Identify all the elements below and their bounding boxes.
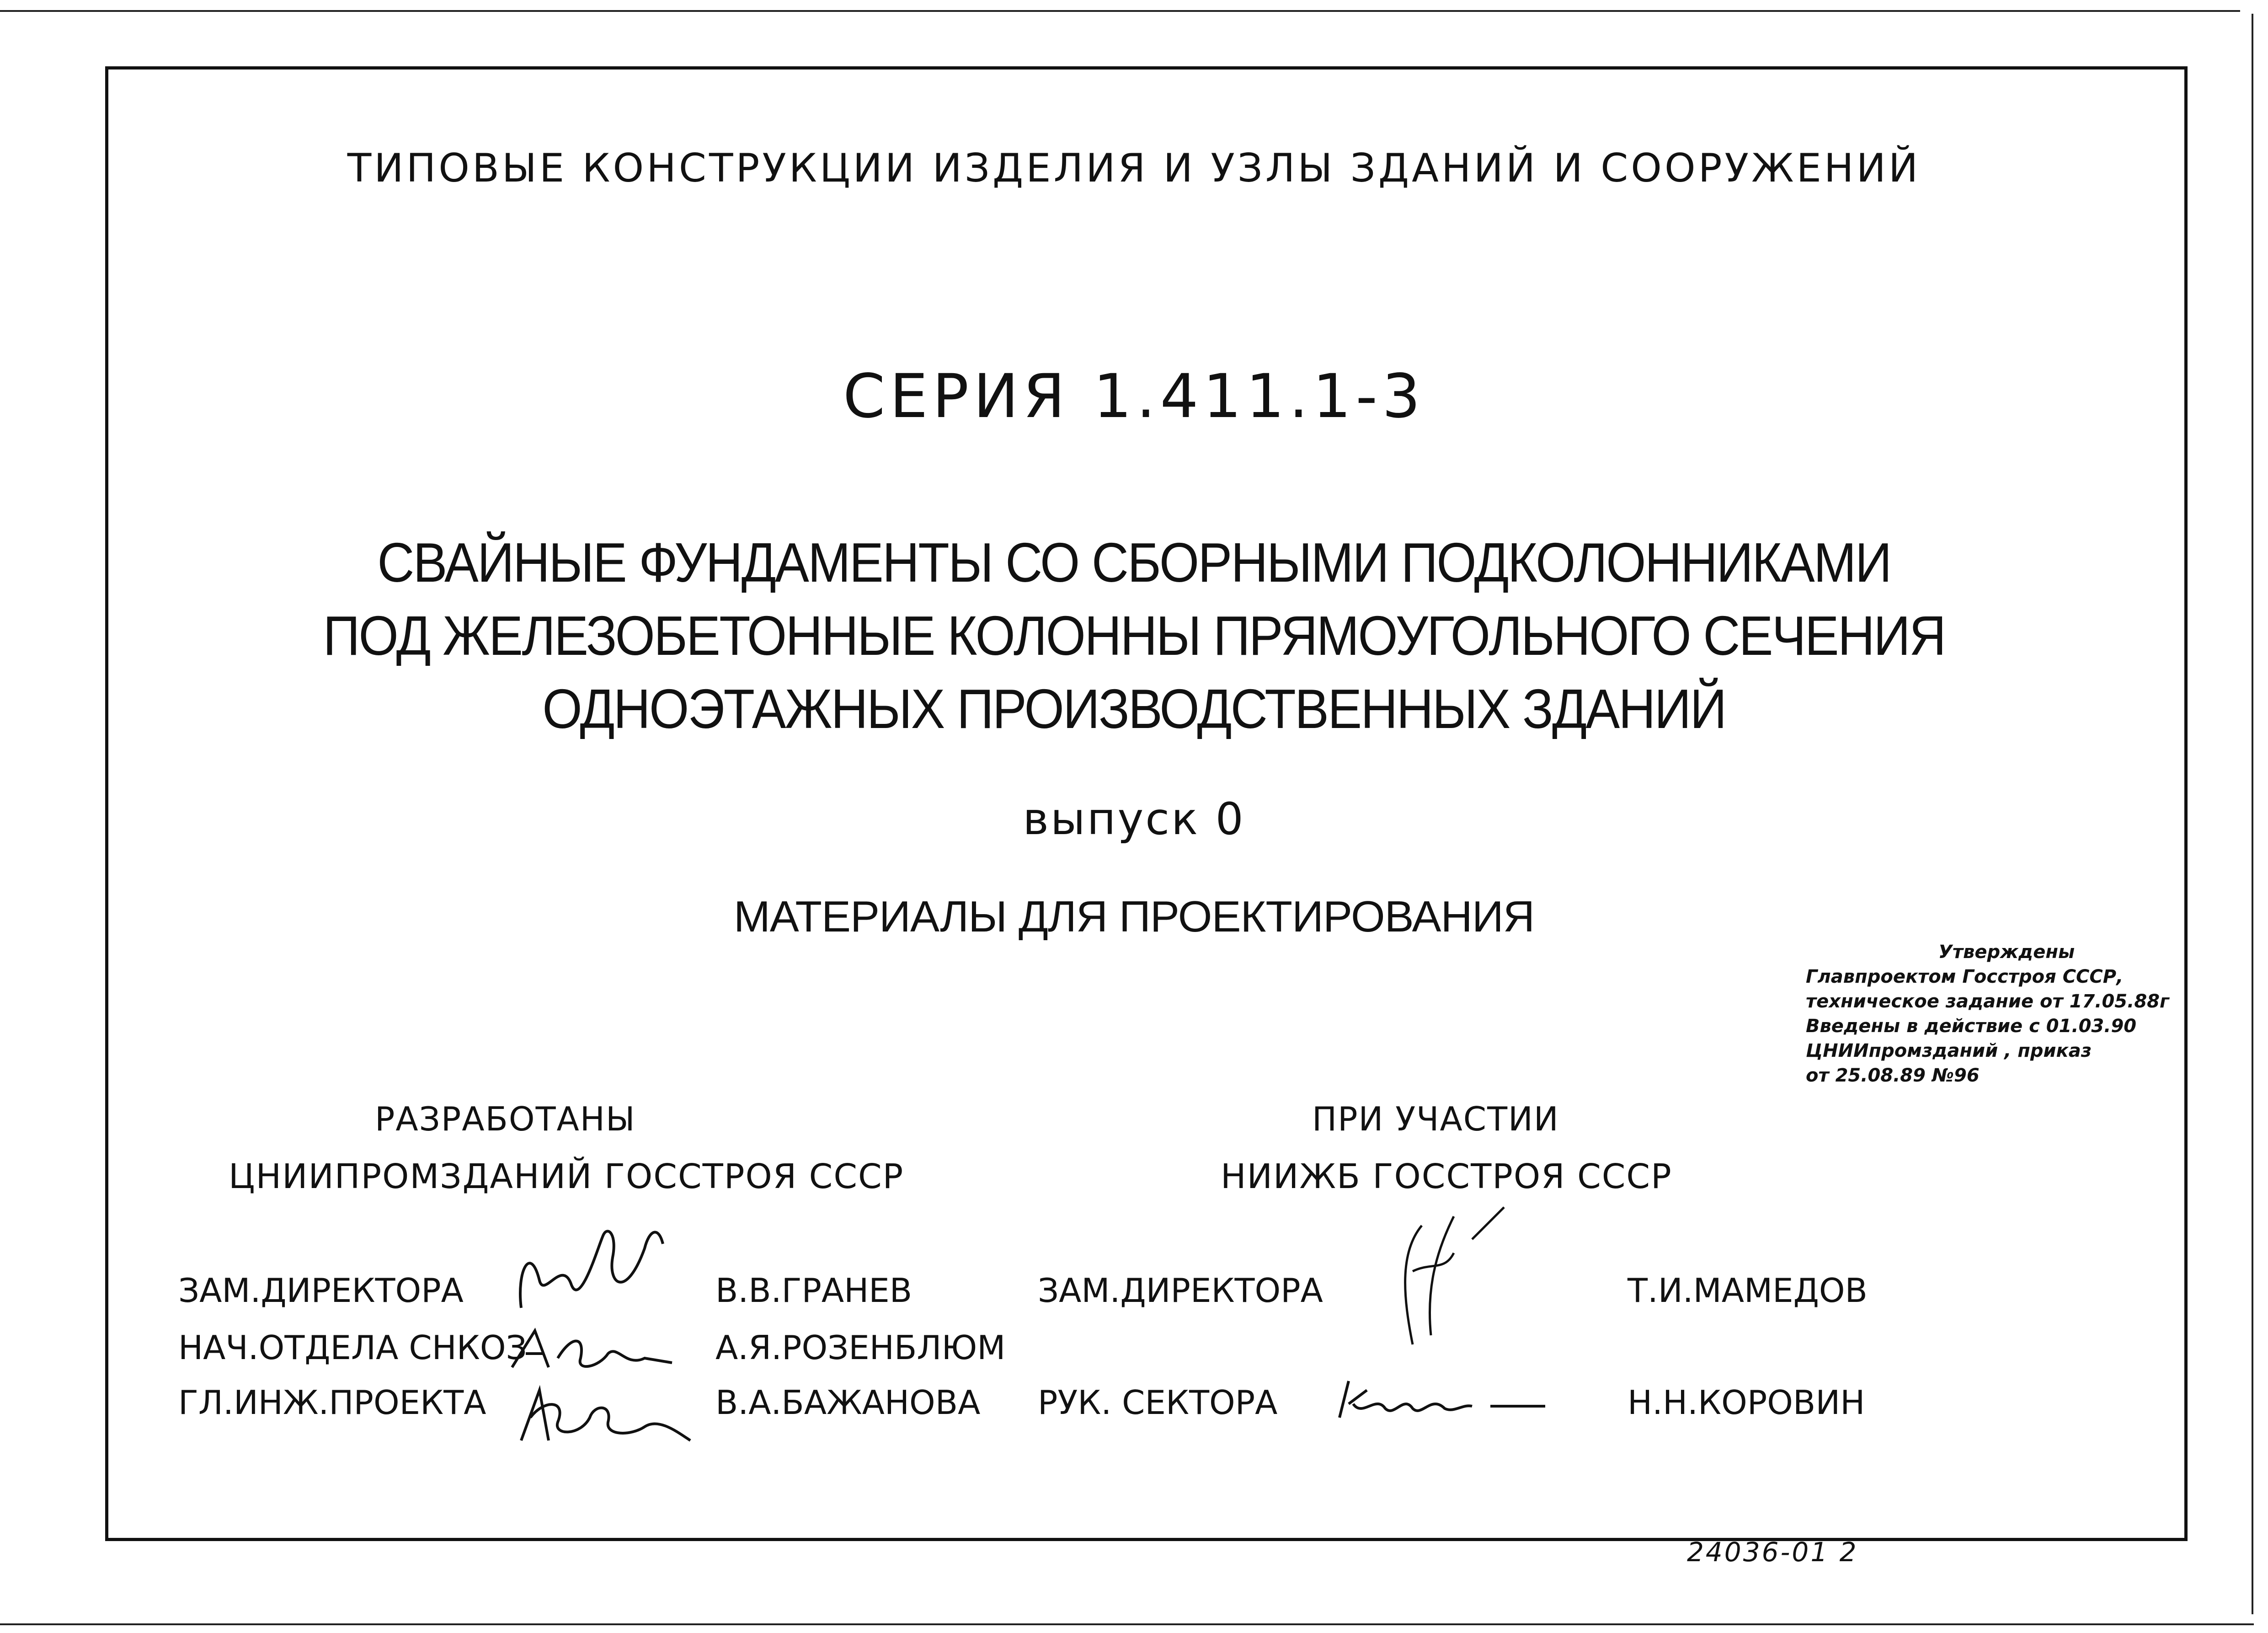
dev-role-1: ЗАМ.ДИРЕКТОРА	[178, 1271, 464, 1310]
materials-label: МАТЕРИАЛЫ ДЛЯ ПРОЕКТИРОВАНИЯ	[733, 892, 1535, 941]
part-name-2: Н.Н.КОРОВИН	[1628, 1383, 1865, 1422]
signature-korovin	[1335, 1376, 1554, 1427]
signature-bazhanova	[512, 1372, 695, 1450]
dev-name-1: В.В.ГРАНЕВ	[715, 1271, 913, 1310]
participation-label: ПРИ УЧАСТИИ	[1312, 1100, 1559, 1138]
participation-org: НИИЖБ ГОССТРОЯ СССР	[1221, 1157, 1672, 1196]
developed-org: ЦНИИПРОМЗДАНИЙ ГОССТРОЯ СССР	[229, 1157, 904, 1196]
dev-name-3: В.А.БАЖАНОВА	[715, 1383, 981, 1422]
approval-line-6: от 25.08.89 №96	[1806, 1065, 1980, 1086]
document-number: 24036-01 2	[1687, 1537, 1858, 1568]
signature-mamedov	[1385, 1198, 1522, 1349]
series-title: СЕРИЯ 1.411.1-3	[843, 361, 1425, 432]
approval-line-5: ЦНИИпромзданий , приказ	[1806, 1040, 2092, 1061]
part-role-2: РУК. СЕКТОРА	[1038, 1383, 1278, 1422]
title-line-1: СВАЙНЫЕ ФУНДАМЕНТЫ СО СБОРНЫМИ ПОДКОЛОННИКАМИ	[377, 531, 1891, 594]
dev-name-2: А.Я.РОЗЕНБЛЮМ	[715, 1328, 1006, 1367]
issue-label: выпуск 0	[1023, 793, 1245, 845]
title-line-2: ПОД ЖЕЛЕЗОБЕТОННЫЕ КОЛОННЫ ПРЯМОУГОЛЬНОГО СЕЧЕНИЯ	[323, 605, 1945, 667]
title-line-3: ОДНОЭТАЖНЫХ ПРОИЗВОДСТВЕННЫХ ЗДАНИЙ	[542, 678, 1726, 740]
signature-rozenblum	[507, 1317, 677, 1376]
approval-line-3: техническое задание от 17.05.88г	[1806, 991, 2169, 1012]
part-name-1: Т.И.МАМЕДОВ	[1628, 1271, 1868, 1310]
dev-role-2: НАЧ.ОТДЕЛА СНКОЗ	[178, 1328, 527, 1367]
approval-note	[1806, 940, 2245, 1088]
document-title	[91, 526, 2177, 745]
part-role-1: ЗАМ.ДИРЕКТОРА	[1038, 1271, 1323, 1310]
developed-label: РАЗРАБОТАНЫ	[375, 1100, 636, 1138]
signature-granev	[512, 1216, 677, 1322]
dev-role-3: ГЛ.ИНЖ.ПРОЕКТА	[178, 1383, 486, 1422]
header-text: ТИПОВЫЕ КОНСТРУКЦИИ ИЗДЕЛИЯ И УЗЛЫ ЗДАНИЙ И СООРУЖЕНИЙ	[347, 145, 1921, 191]
approval-line-2: Главпроектом Госстроя СССР,	[1806, 966, 2124, 987]
approval-line-1: Утверждены	[1938, 942, 2075, 963]
approval-line-4: Введены в действие с 01.03.90	[1806, 1016, 2137, 1037]
outer-border-bottom	[0, 1623, 2254, 1625]
outer-border-top	[0, 10, 2240, 12]
